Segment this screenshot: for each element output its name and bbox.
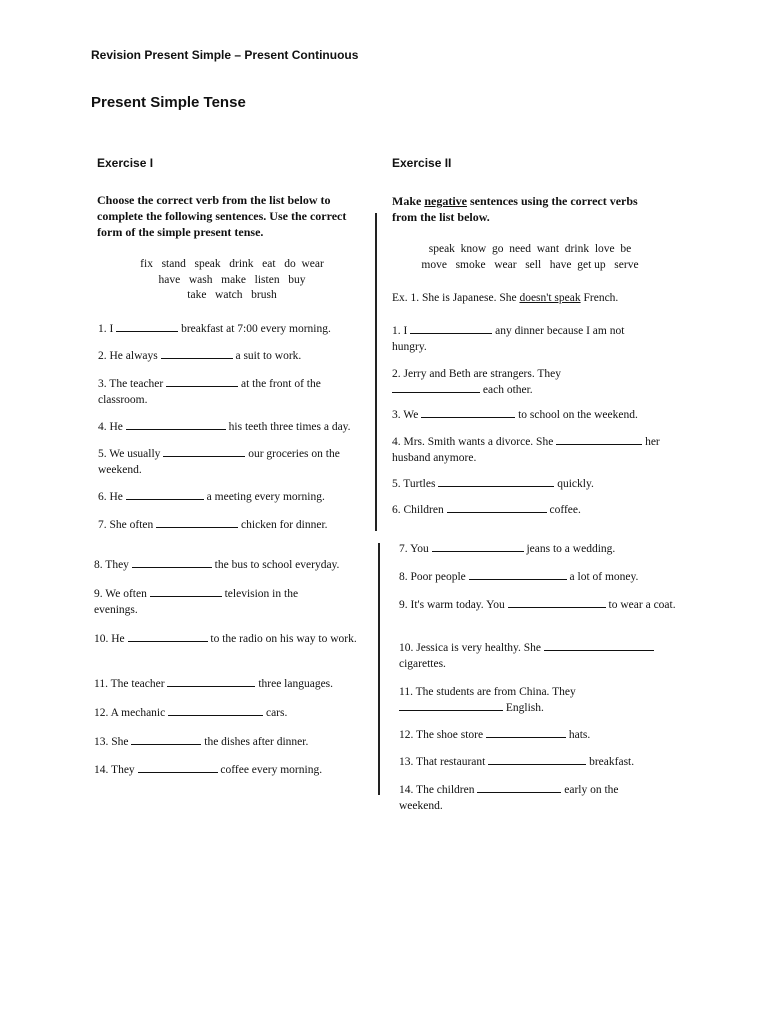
answer-blank[interactable] [163, 446, 245, 457]
exercise1-item-14: 14. They coffee every morning. [94, 764, 323, 776]
answer-blank[interactable] [432, 541, 524, 552]
answer-blank[interactable] [556, 434, 642, 445]
exercise2-instructions: Make negative sentences using the correct verbs from the list below. [392, 194, 638, 224]
exercise2-item-10: 10. Jessica is very healthy. She cigarettes. [399, 640, 684, 672]
exercise2-word-list [392, 242, 668, 273]
answer-blank[interactable] [138, 762, 218, 773]
exercise2-item-11: 11. The students are from China. They English. [399, 686, 576, 714]
exercise1-word-list [97, 257, 367, 304]
answer-blank[interactable] [438, 476, 554, 487]
word-list-line: have wash make listen buy [158, 273, 306, 286]
exercise1-item-6: 6. He a meeting every morning. [98, 491, 325, 503]
negative-emphasis: negative [424, 194, 467, 208]
answer-blank[interactable] [150, 586, 222, 597]
answer-blank[interactable] [392, 382, 480, 393]
page-title: Present Simple Tense [91, 94, 246, 111]
answer-blank[interactable] [167, 676, 255, 687]
exercise1-item-12: 12. A mechanic cars. [94, 707, 288, 719]
answer-blank[interactable] [410, 323, 492, 334]
exercise1-item-8: 8. They the bus to school everyday. [94, 559, 340, 571]
exercise2-item-12: 12. The shoe store hats. [399, 729, 591, 741]
word-list-line: speak know go need want drink love be [428, 243, 632, 255]
answer-blank[interactable] [128, 631, 208, 642]
exercise1-item-4: 4. He his teeth three times a day. [98, 421, 351, 433]
exercise2-example: Ex. 1. She is Japanese. She doesn't speak French. [392, 292, 619, 304]
exercise1-item-7: 7. She often chicken for dinner. [98, 519, 328, 531]
exercise2-item-6: 6. Children coffee. [392, 504, 581, 516]
answer-blank[interactable] [544, 640, 654, 651]
exercise2-item-9: 9. It's warm today. You to wear a coat. [399, 599, 676, 611]
column-divider [375, 213, 377, 531]
word-list-line: move smoke wear sell have get up serve [421, 258, 639, 271]
answer-blank[interactable] [488, 754, 586, 765]
word-list-line: fix stand speak drink eat do wear [140, 258, 324, 270]
answer-blank[interactable] [469, 569, 567, 580]
exercise1-item-5: 5. We usually our groceries on the weekend. [98, 448, 340, 476]
answer-blank[interactable] [132, 557, 212, 568]
exercise2-item-5: 5. Turtles quickly. [392, 478, 594, 490]
exercise1-item-11: 11. The teacher three languages. [94, 678, 334, 690]
answer-blank[interactable] [447, 502, 547, 513]
answer-blank[interactable] [166, 376, 238, 387]
exercise1-item-2: 2. He always a suit to work. [98, 350, 302, 362]
answer-blank[interactable] [156, 517, 238, 528]
answer-blank[interactable] [131, 734, 201, 745]
exercise1-instructions: Choose the correct verb from the list below to complete the following sentences. Use the correct form of the simple present tense. [97, 193, 347, 239]
exercise1-item-10: 10. He to the radio on his way to work. [94, 633, 357, 645]
document-header: Revision Present Simple – Present Continuous [91, 48, 359, 62]
answer-blank[interactable] [168, 705, 263, 716]
answer-blank[interactable] [126, 489, 204, 500]
answer-blank[interactable] [399, 700, 503, 711]
exercise2-item-3: 3. We to school on the weekend. [392, 409, 638, 421]
answer-blank[interactable] [486, 727, 566, 738]
word-list-line: take watch brush [187, 289, 277, 301]
answer-blank[interactable] [508, 597, 606, 608]
exercise2-item-13: 13. That restaurant breakfast. [399, 756, 635, 768]
answer-blank[interactable] [126, 419, 226, 430]
exercise2-item-2: 2. Jerry and Beth are strangers. They each other. [392, 368, 562, 396]
column-divider [378, 543, 380, 795]
exercise2-item-14: 14. The children early on the weekend. [399, 784, 619, 812]
exercise1-item-9: 9. We often television in the evenings. [94, 588, 299, 616]
exercise1-item-13: 13. She the dishes after dinner. [94, 736, 309, 748]
exercise2-item-7: 7. You jeans to a wedding. [399, 543, 616, 555]
exercise2-item-1: 1. I any dinner because I am not hungry. [392, 325, 625, 353]
exercise1-heading: Exercise I [97, 156, 154, 170]
answer-blank[interactable] [477, 782, 561, 793]
exercise1-item-3: 3. The teacher at the front of the classroom. [98, 378, 321, 406]
answer-blank[interactable] [161, 348, 233, 359]
answer-blank[interactable] [116, 321, 178, 332]
exercise2-heading: Exercise II [392, 156, 452, 170]
answer-blank[interactable] [421, 407, 515, 418]
exercise1-item-1: 1. I breakfast at 7:00 every morning. [98, 323, 331, 335]
exercise2-item-4: 4. Mrs. Smith wants a divorce. She her husband anymore. [392, 436, 660, 464]
exercise2-item-8: 8. Poor people a lot of money. [399, 571, 639, 583]
